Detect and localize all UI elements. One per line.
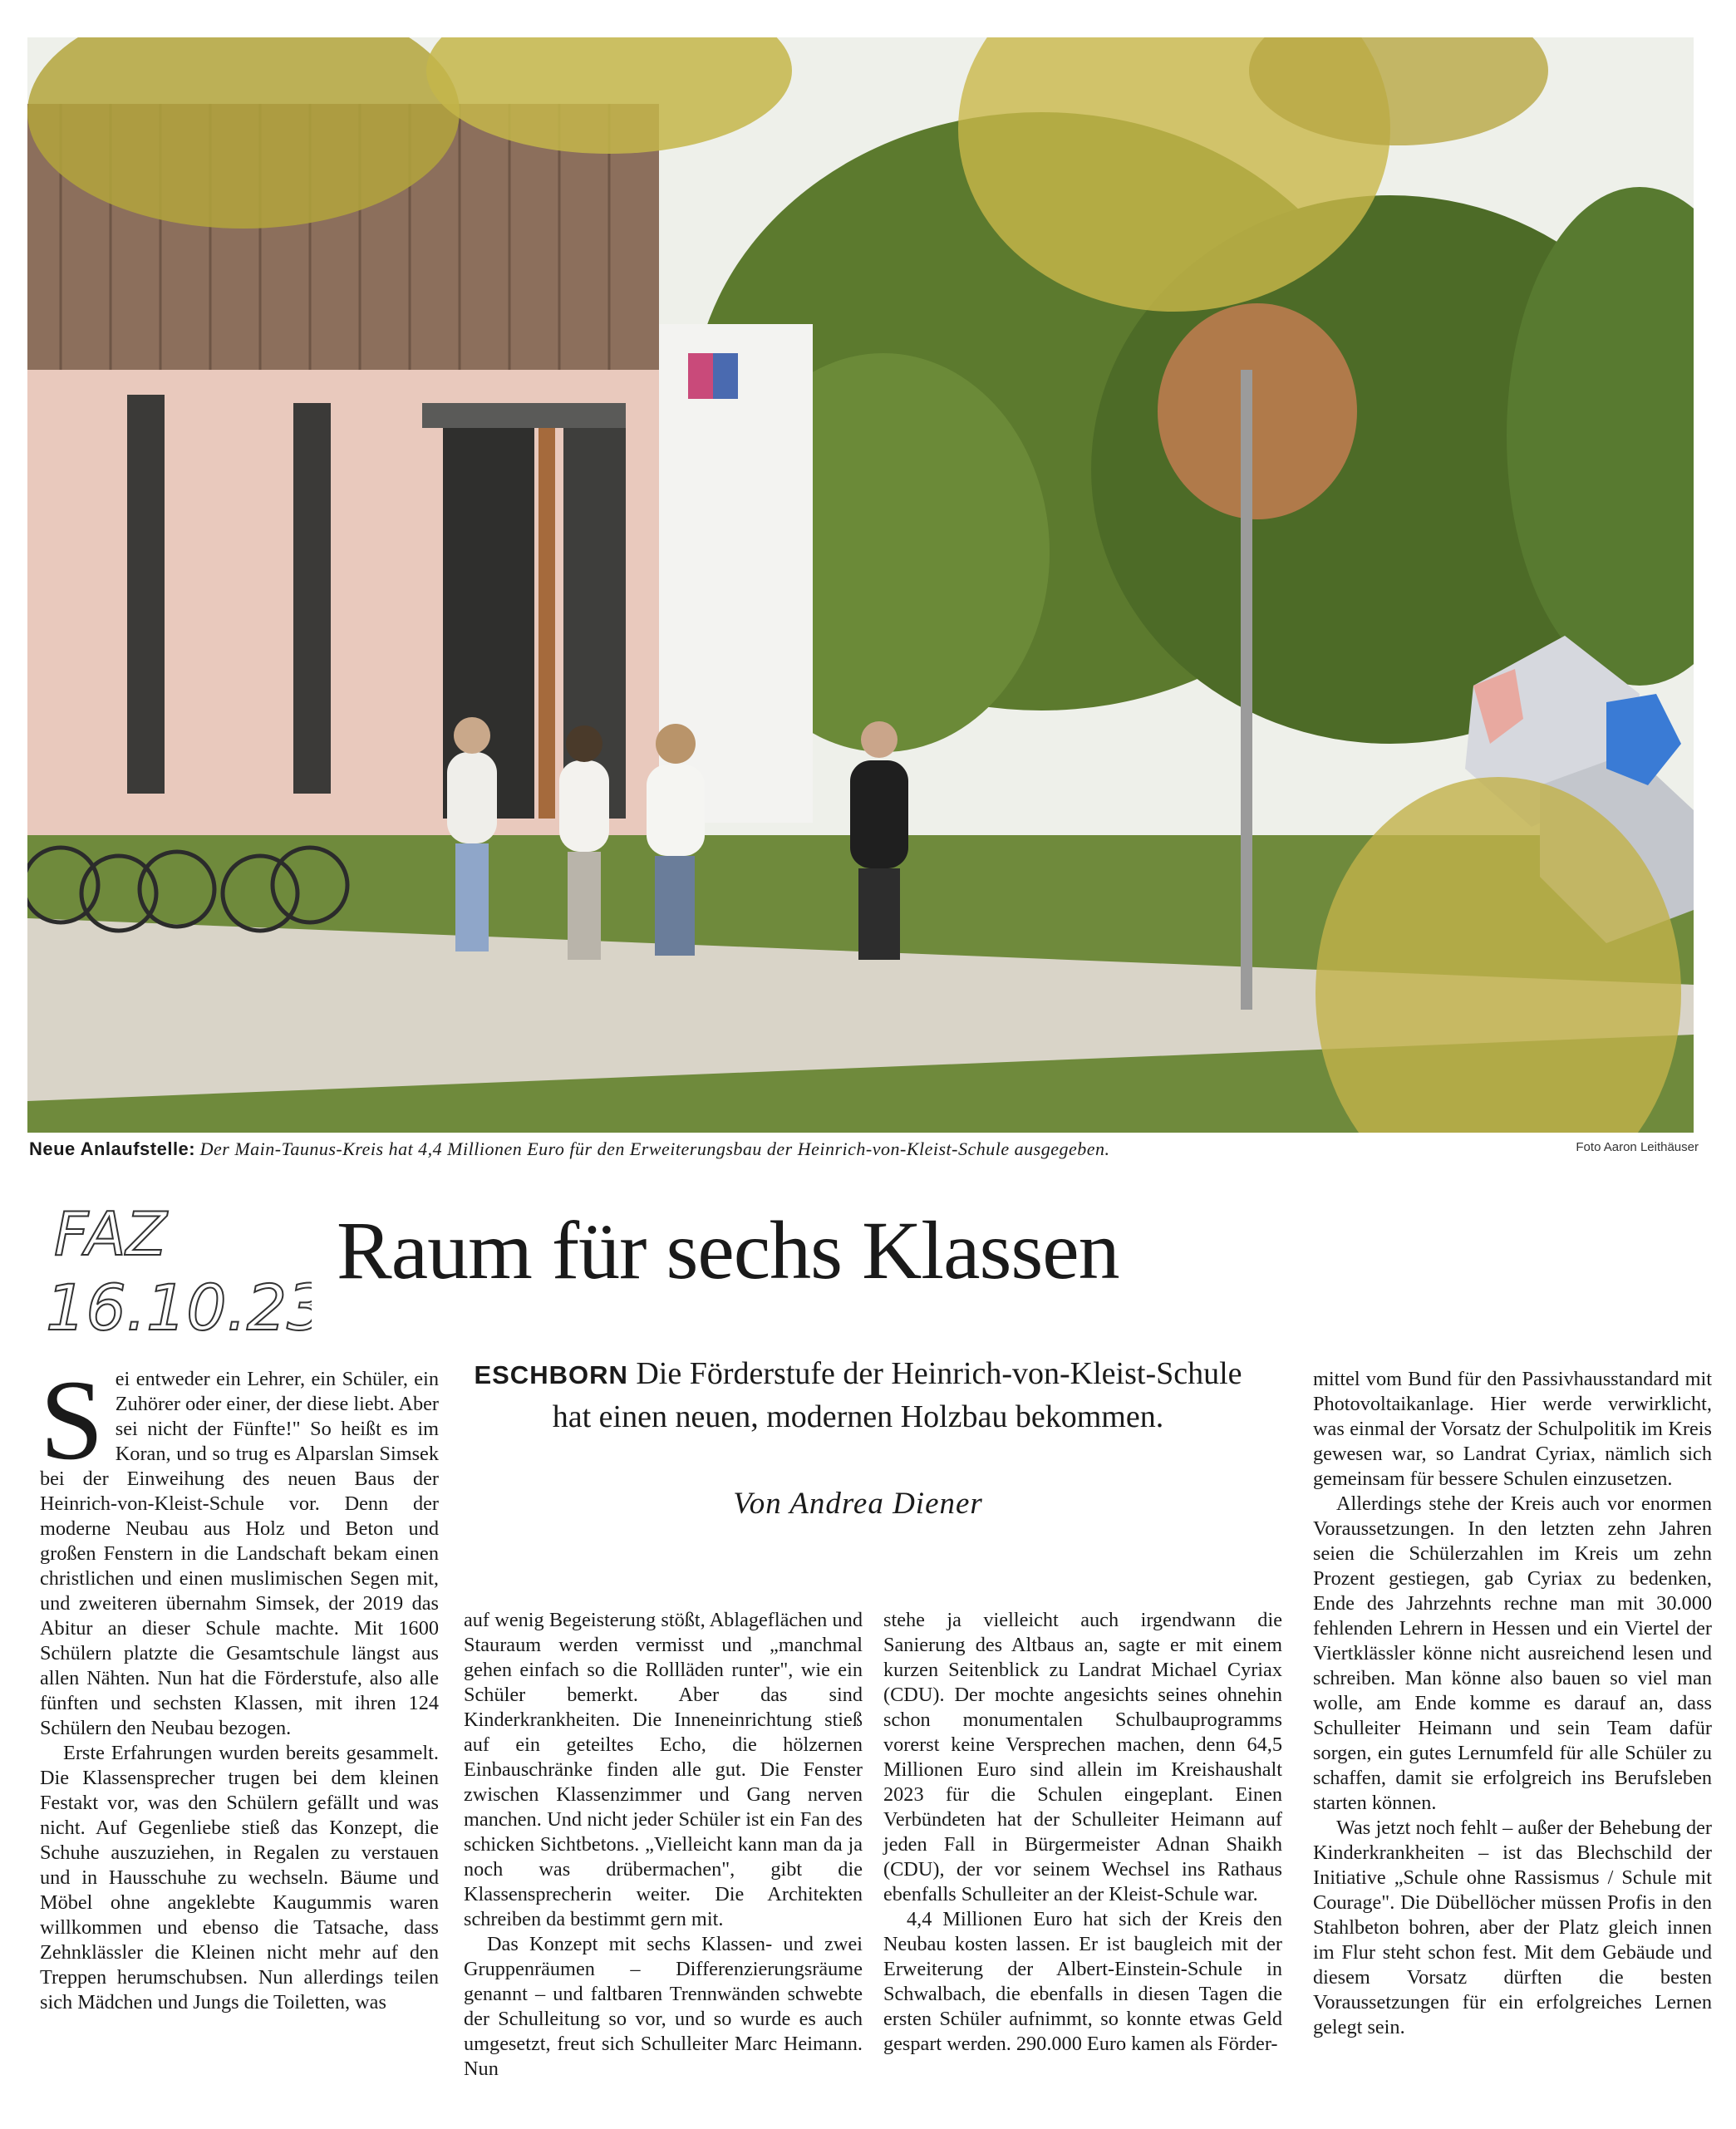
paragraph: Das Konzept mit sechs Klassen- und zwei Gruppenräumen – Differenzierungsräume genannt – und faltbaren Trennwänden schwebte der Schulleitung so vor, und so wurde es auch umgesetzt, freut sich Schulleiter Marc Heimann. Nun	[464, 1933, 863, 2080]
article-column-4	[1313, 1367, 1712, 2040]
paragraph: mittel vom Bund für den Passivhausstandard mit Photovoltaikanlage. Hier werde verwirklicht, was einmal der Vorsatz der Schulpolitik im Kreis gewesen war, so Landrat Cyriax, nämlich sich gemeinsam für bessere Schulen einzusetzen.	[1313, 1368, 1712, 1490]
photo-credit: Foto Aaron Leithäuser	[1576, 1140, 1699, 1154]
paragraph-text: ei entweder ein Lehrer, ein Schüler, ein Zuhörer oder einer, der diese liebt. Aber sei nicht der Fünfte!" So heißt es im Koran, und so trug es Alparslan Simsek bei der Einweihung des neuen Baus der Heinrich-von-Kleist-Schule vor. Denn der moderne Neubau aus Holz und Beton und großen Fenstern in die Landschaft bekam einen christlichen und einen muslimischen Segen mit, und zweiteren übernahm Simsek, der 2019 das Abitur an dieser Schule machte. Mit 1600 Schülern platzte die Gesamtschule längst aus allen Nähten. Nun hat die Förderstufe, also alle fünften und sechsten Klassen, mit ihren 124 Schülern den Neubau bezogen.	[40, 1368, 439, 1739]
handnote-line2: 16.10.23	[46, 1271, 312, 1338]
handnote-line1: FAZ	[54, 1199, 167, 1269]
caption-text: Der Main-Taunus-Kreis hat 4,4 Millionen Euro für den Erweiterungsbau der Heinrich-von-Kleist-Schule ausgegeben.	[199, 1138, 1110, 1159]
article-column-2	[464, 1608, 863, 2082]
caption-lead: Neue Anlaufstelle:	[29, 1138, 196, 1159]
article-column-3	[883, 1608, 1282, 2057]
article-headline: Raum für sechs Klassen	[337, 1204, 1119, 1296]
photo-caption	[29, 1137, 1325, 1162]
paragraph: Was jetzt noch fehlt – außer der Behebung der Kinderkrankheiten – ist das Blechschild der Initiative „Schule ohne Rassismus / Schule mit Courage". Die Dübellöcher müssen Profis in den Stahlbeton bohren, aber der Platz gleich innen im Flur steht schon fest. Mit dem Gebäude und diesem Vorsatz dürften die besten Voraussetzungen für ein erfolgreiches Lernen gelegt sein.	[1313, 1817, 1712, 2038]
paragraph: Erste Erfahrungen wurden bereits gesammelt. Die Klassensprecher trugen bei dem kleinen Festakt vor, was den Schülern gefällt und was nicht. Auf Gegenliebe stieß das Konzept, die Schuhe auszuziehen, in Regalen zu verstauen und in Hausschuhe zu wechseln. Bäume und Möbel ohne angeklebte Kaugummis waren willkommen und ebenso die Tatsache, dass Zehnklässler die Kleinen nicht mehr auf den Treppen herumschubsen. Nun allerdings teilen sich Mädchen und Jungs die Toiletten, was	[40, 1742, 439, 2013]
paragraph: auf wenig Begeisterung stößt, Ablageflächen und Stauraum werden vermisst und „manchmal gehen einfach so die Rollläden runter", wie ein Schüler bemerkt. Aber das sind Kinderkrankheiten. Die Inneneinrichtung stieß auf ein geteiltes Echo, die hölzernen Einbauschränke finden alle gut. Die Fenster zwischen Klassenzimmer und Gang nerven manchen. Und nicht jeder Schüler ist ein Fan des schicken Sichtbetons. „Vielleicht kann man da ja noch was drübermachen", gibt die Klassensprecherin weiter. Die Architekten schreiben da bestimmt gern mit.	[464, 1609, 863, 1930]
article-teaser	[461, 1353, 1255, 1438]
school-building-photo	[27, 37, 1694, 1133]
article-byline: Von Andrea Diener	[733, 1487, 983, 1521]
teaser-location: ESCHBORN	[474, 1360, 628, 1389]
article-photo	[27, 37, 1694, 1133]
article-column-1	[40, 1356, 439, 2015]
handwritten-note	[37, 1197, 312, 1338]
paragraph: stehe ja vielleicht auch irgendwann die Sanierung des Altbaus an, sagte er mit einem kurzen Seitenblick zu Landrat Michael Cyriax (CDU). Der mochte angesichts seines ohnehin schon monumentalen Schulbauprogramms vorerst keine Versprechen machen, denn 64,5 Millionen Euro sind allein im Kreishaushalt 2023 für die Schulen eingeplant. Einen Verbündeten hat der Schulleiter Heimann auf jeden Fall in Bürgermeister Adnan Shaikh (CDU), der vor seinem Wechsel ins Rathaus ebenfalls Schulleiter an der Kleist-Schule war.	[883, 1609, 1282, 1905]
paragraph: 4,4 Millionen Euro hat sich der Kreis den Neubau kosten lassen. Er ist baugleich mit der Erweiterung der Albert-Einstein-Schule in Schwalbach, die ebenfalls in diesen Tagen die ersten Schüler aufnimmt, so konnte etwas Geld gespart werden. 290.000 Euro kamen als Förder-	[883, 1908, 1282, 2055]
paragraph: Allerdings stehe der Kreis auch vor enormen Voraussetzungen. In den letzten zehn Jahren seien die Schülerzahlen im Kreis um zehn Prozent gestiegen, gab Cyriax zu bedenken, Ende des Jahrzehnts rechne man mit 30.000 fehlenden Lehrern in Hessen und ein Viertel der Viertklässler könne nicht ausreichend lesen und schreiben. Man könne also bauen so viel man wolle, am Ende komme es darauf an, dass Schulleiter Heimann und sein Team dafür sorgen, ein gutes Lernumfeld für alle Schüler zu schaffen, damit sie erfolgreich ins Berufsleben starten können.	[1313, 1492, 1712, 1814]
drop-cap: S	[40, 1356, 104, 1483]
paragraph	[40, 1356, 439, 1741]
teaser-text: Die Förderstufe der Heinrich-von-Kleist-Schule hat einen neuen, modernen Holzbau bekommen.	[552, 1356, 1242, 1434]
